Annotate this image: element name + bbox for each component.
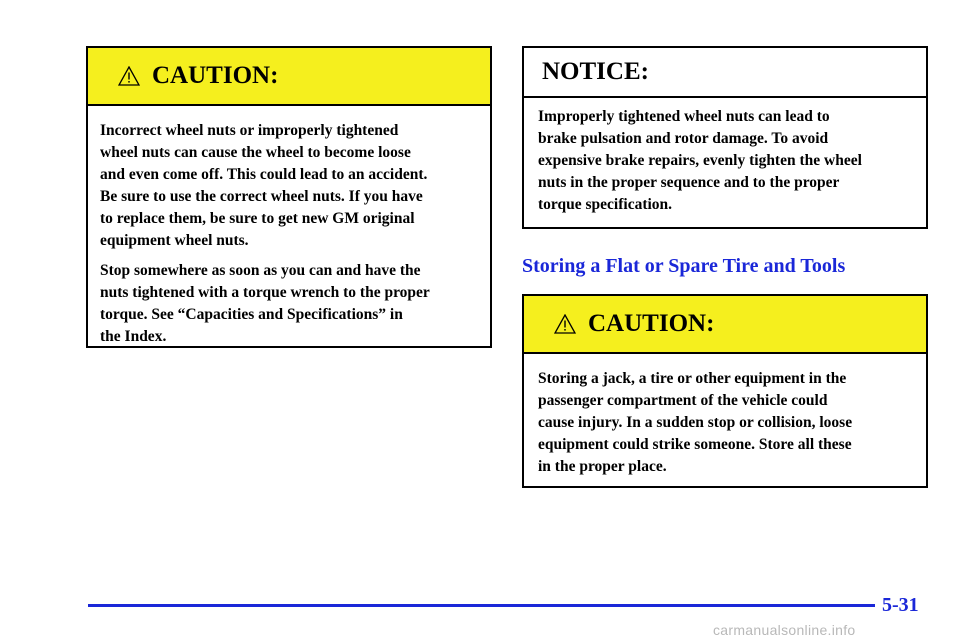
caution-heading-right: CAUTION: — [588, 310, 715, 337]
caution-box-right — [522, 294, 928, 488]
caution-header-left — [88, 48, 490, 106]
notice-heading: NOTICE: — [542, 58, 649, 85]
notice-text: Improperly tightened wheel nuts can lead to brake pulsation and rotor damage. To avoid expensive brake repairs, evenly tighten the wheel nuts in the proper sequence and to the proper torque specification. — [538, 108, 862, 213]
footer-rule — [88, 604, 875, 607]
caution-box-left — [86, 46, 492, 348]
notice-header — [524, 48, 926, 98]
caution-body-left — [88, 106, 490, 348]
caution-header-right — [524, 296, 926, 354]
caution-paragraph-2: Stop somewhere as soon as you can and have the nuts tightened with a torque wrench to the proper torque. See “Capacities and Specifications” in the Index. — [100, 262, 430, 345]
watermark-text: carmanualsonline.info — [713, 622, 856, 638]
page-number: 5-31 — [882, 594, 919, 616]
caution-text-right: Storing a jack, a tire or other equipment in the passenger compartment of the vehicle could cause injury. In a sudden stop or collision, loose equipment could strike someone. Store all these in the proper place. — [538, 370, 853, 475]
notice-box — [522, 46, 928, 229]
notice-body — [524, 98, 926, 216]
warning-triangle-icon — [118, 66, 140, 86]
caution-paragraph-1: Incorrect wheel nuts or improperly tightened wheel nuts can cause the wheel to become loose and even come off. This could lead to an accident. Be sure to use the correct wheel nuts. If you have to replace them, be sure to get new GM original equipment wheel nuts. — [100, 122, 428, 249]
section-title: Storing a Flat or Spare Tire and Tools — [522, 255, 846, 277]
warning-triangle-icon — [554, 314, 576, 334]
caution-heading-left: CAUTION: — [152, 62, 279, 89]
caution-body-right — [524, 354, 926, 478]
